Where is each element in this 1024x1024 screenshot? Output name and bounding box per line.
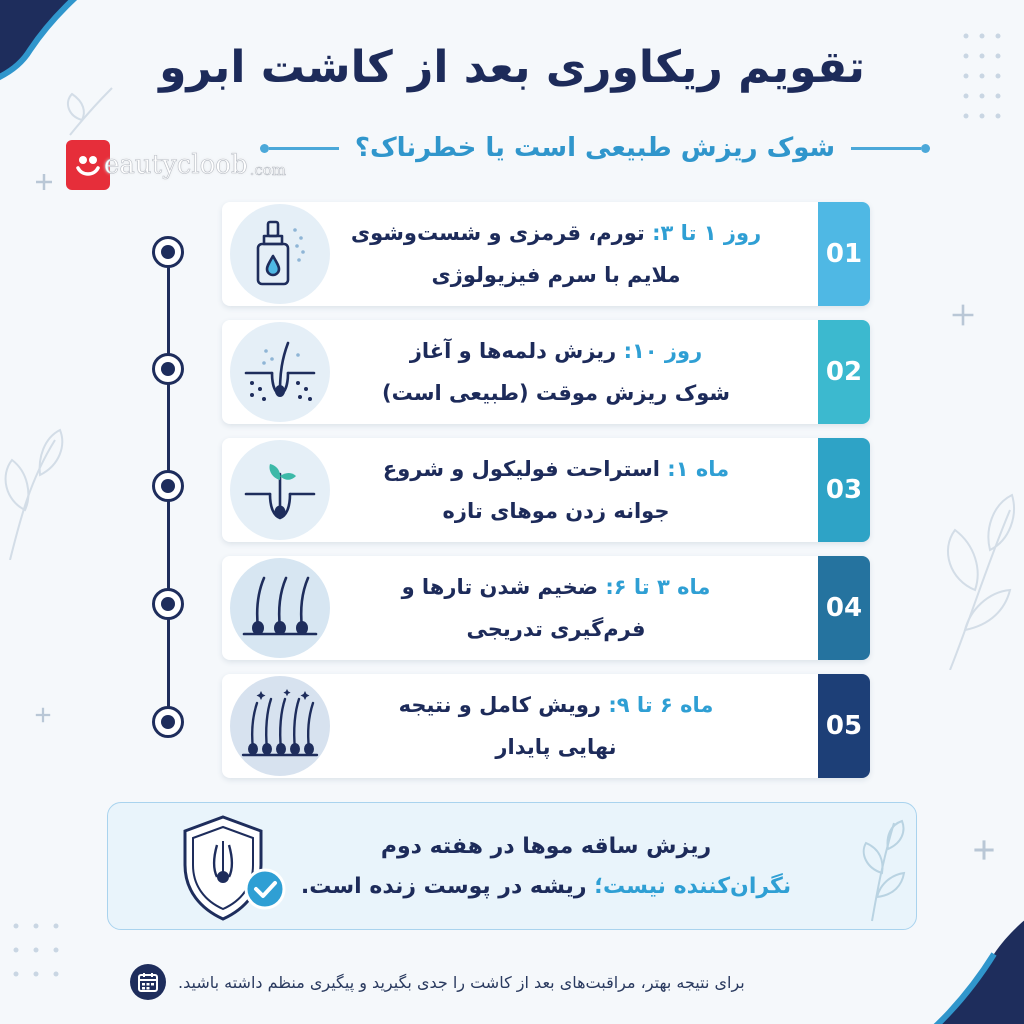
step-text bbox=[346, 330, 766, 414]
step-number: 03 bbox=[818, 438, 870, 542]
step-line-2: جوانه زدن موهای تازه bbox=[442, 499, 670, 523]
timeline-dot bbox=[152, 470, 184, 502]
growing-hairs-icon bbox=[230, 558, 330, 658]
sprouting-hair-icon bbox=[230, 440, 330, 540]
step-text bbox=[346, 212, 766, 296]
footer-text: برای نتیجه بهتر، مراقبت‌های بعد از کاشت را جدی بگیرید و پیگیری منظم داشته باشید. bbox=[178, 972, 745, 992]
calendar-icon bbox=[130, 964, 166, 1000]
info-callout bbox=[107, 802, 917, 930]
step-line-1: رویش کامل و نتیجه bbox=[398, 693, 602, 717]
plus-decoration bbox=[34, 172, 54, 192]
step-number: 01 bbox=[818, 202, 870, 306]
timeline-dot bbox=[152, 706, 184, 738]
dot-grid-decoration bbox=[10, 920, 70, 990]
timeline-dot bbox=[152, 236, 184, 268]
brand-logo bbox=[66, 136, 286, 194]
step-line-1: استراحت فولیکول و شروع bbox=[382, 457, 660, 481]
full-hairs-icon bbox=[230, 676, 330, 776]
subtitle: شوک ریزش طبیعی است یا خطرناک؟ bbox=[354, 133, 836, 163]
step-card-4 bbox=[222, 556, 870, 660]
step-line-2: فرم‌گیری تدریجی bbox=[466, 617, 646, 641]
callout-line-1: ریزش ساقه موها در هفته دوم bbox=[380, 834, 712, 859]
subtitle-row bbox=[290, 128, 900, 168]
step-line-2: شوک ریزش موقت (طبیعی است) bbox=[381, 381, 731, 405]
step-label: روز ۱ تا ۳: bbox=[652, 221, 762, 245]
hair-follicle-icon bbox=[230, 322, 330, 422]
callout-line-2: ریشه در پوست زنده است. bbox=[300, 874, 595, 899]
step-label: ماه ۶ تا ۹: bbox=[608, 693, 714, 717]
step-number: 05 bbox=[818, 674, 870, 778]
step-line-2: ملایم با سرم فیزیولوژی bbox=[431, 263, 681, 287]
step-line-1: ضخیم شدن تارها و bbox=[401, 575, 599, 599]
page-title: تقویم ریکاوری بعد از کاشت ابرو bbox=[159, 42, 865, 93]
step-label: ماه ۱: bbox=[667, 457, 730, 481]
leaf-decoration bbox=[930, 470, 1020, 670]
step-text bbox=[346, 448, 766, 532]
callout-highlight: نگران‌کننده نیست؛ bbox=[594, 874, 792, 899]
plus-decoration bbox=[972, 838, 996, 862]
step-label: ماه ۳ تا ۶: bbox=[605, 575, 711, 599]
leaf-decoration bbox=[0, 420, 70, 560]
logo-domain: .com bbox=[249, 161, 287, 179]
step-line-1: تورم، قرمزی و شست‌وشوی bbox=[350, 221, 645, 245]
step-line-2: نهایی پایدار bbox=[495, 735, 617, 759]
step-card-5 bbox=[222, 674, 870, 778]
serum-bottle-icon bbox=[230, 204, 330, 304]
step-card-3 bbox=[222, 438, 870, 542]
shield-check-icon bbox=[173, 811, 293, 927]
step-text bbox=[346, 566, 766, 650]
callout-text bbox=[286, 827, 806, 907]
plus-decoration bbox=[34, 706, 52, 724]
step-number: 02 bbox=[818, 320, 870, 424]
step-card-1 bbox=[222, 202, 870, 306]
footer bbox=[130, 964, 860, 1000]
step-label: روز ۱۰: bbox=[623, 339, 703, 363]
step-number: 04 bbox=[818, 556, 870, 660]
timeline-dot bbox=[152, 588, 184, 620]
step-line-1: ریزش دلمه‌ها و آغاز bbox=[409, 339, 617, 363]
step-text bbox=[346, 684, 766, 768]
plus-decoration bbox=[950, 302, 976, 328]
subtitle-rule-right bbox=[851, 144, 930, 153]
step-card-2 bbox=[222, 320, 870, 424]
leaf-decoration bbox=[852, 813, 912, 923]
timeline-dot bbox=[152, 353, 184, 385]
logo-text: eautycloob bbox=[104, 150, 248, 180]
